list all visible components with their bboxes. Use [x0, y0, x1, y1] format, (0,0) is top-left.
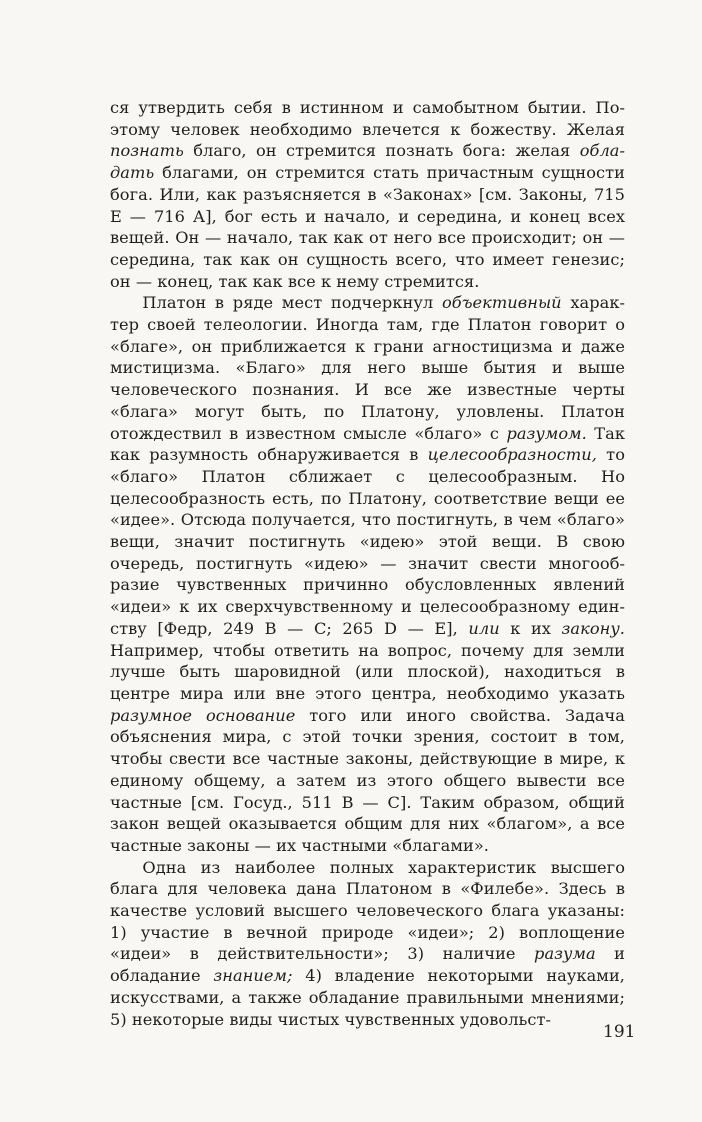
text-run: того или иного свойства. Задача объяснения мира, с этой точки зрения, состоит в том, чтобы свести все частные законы, действующие в мире, к единому общему, а затем из этого общего вывести все частные [см. Госуд., 511 В — С]. Таким образом, общий закон вещей оказывается общим для них «благом», а все частные законы — их частными «благами».	[110, 705, 625, 855]
italic-text: целесообразности,	[427, 445, 597, 465]
italic-text: разума	[534, 944, 596, 964]
page-number: 191	[603, 1022, 636, 1042]
paragraph-2	[110, 292, 625, 856]
text-run: Например, чтобы ответить на вопрос, почему для земли лучше быть шаровидной (или плоской), находиться в центре мира или вне этого центра, необходимо указать	[110, 640, 625, 703]
text-run: характер своей телеологии. Иногда там, где Платон говорит о «благе», он приближается к грани агностицизма и даже мистицизма. «Благо» для него выше бытия и выше человеческого познания. И все же известные черты «блага» могут быть, по Платону, уловлены. Платон отождествил в известном смысле «благо» с	[110, 293, 625, 443]
text-run: 4) владение некоторыми науками, искусствами, а также обладание правильными мнениями; 5) некоторые виды чистых чувственных удовольст-	[110, 966, 625, 1029]
text-run: к их	[499, 618, 562, 638]
text-run: Так как разумность обнаруживается в	[110, 423, 625, 465]
italic-text: объективный	[441, 293, 562, 313]
italic-text: разумное основание	[110, 705, 296, 725]
italic-text: разумом.	[506, 423, 587, 443]
body-text	[110, 97, 625, 1030]
text-run: благо, он стремится познать бога: желая	[183, 141, 580, 161]
text-run: ся утвердить себя в истинном и самобытном бытии. Поэтому человек необходимо влечется к божеству. Желая	[110, 98, 625, 139]
text-run: то «благо» Платон сближает с целесообразным. Но целесообразность есть, по Платону, соответствие вещи ее «идее». Отсюда получается, что постигнуть, в чем «благо» вещи, значит постигнуть «идею» этой вещи. В свою очередь, постигнуть «идею» — значит свести многообразие чувственных причинно обусловленных явлений «идеи» к их сверхчувственному и целесообразному единству [Федр, 249 В — С; 265 D — Е],	[110, 445, 625, 638]
italic-text: знанием;	[213, 966, 293, 986]
paragraph-1	[110, 97, 625, 292]
text-run: Платон в ряде мест подчеркнул	[142, 293, 442, 313]
italic-text: познать	[110, 141, 184, 161]
italic-text: или	[468, 618, 500, 638]
text-run: и обладание	[110, 944, 625, 986]
text-run: благами, он стремится стать причастным сущности бога. Или, как разъясняется в «Законах» [см. Законы, 715 Е — 716 А], бог есть и начало, и середина, и конец всех вещей. Он — начало, так как от него все происходит; он — середина, так как он сущность всего, что имеет генезис; он — конец, так как все к нему стремится.	[110, 163, 625, 291]
italic-text: обладать	[110, 141, 625, 183]
paragraph-3	[110, 857, 625, 1031]
text-run: Одна из наиболее полных характеристик высшего блага для человека дана Платоном в «Филебе». Здесь в качестве условий высшего человеческого блага указаны: 1) участие в вечной природе «идеи»; 2) воплощение «идеи» в действительности»; 3) наличие	[110, 857, 625, 964]
italic-text: закону.	[561, 618, 625, 638]
